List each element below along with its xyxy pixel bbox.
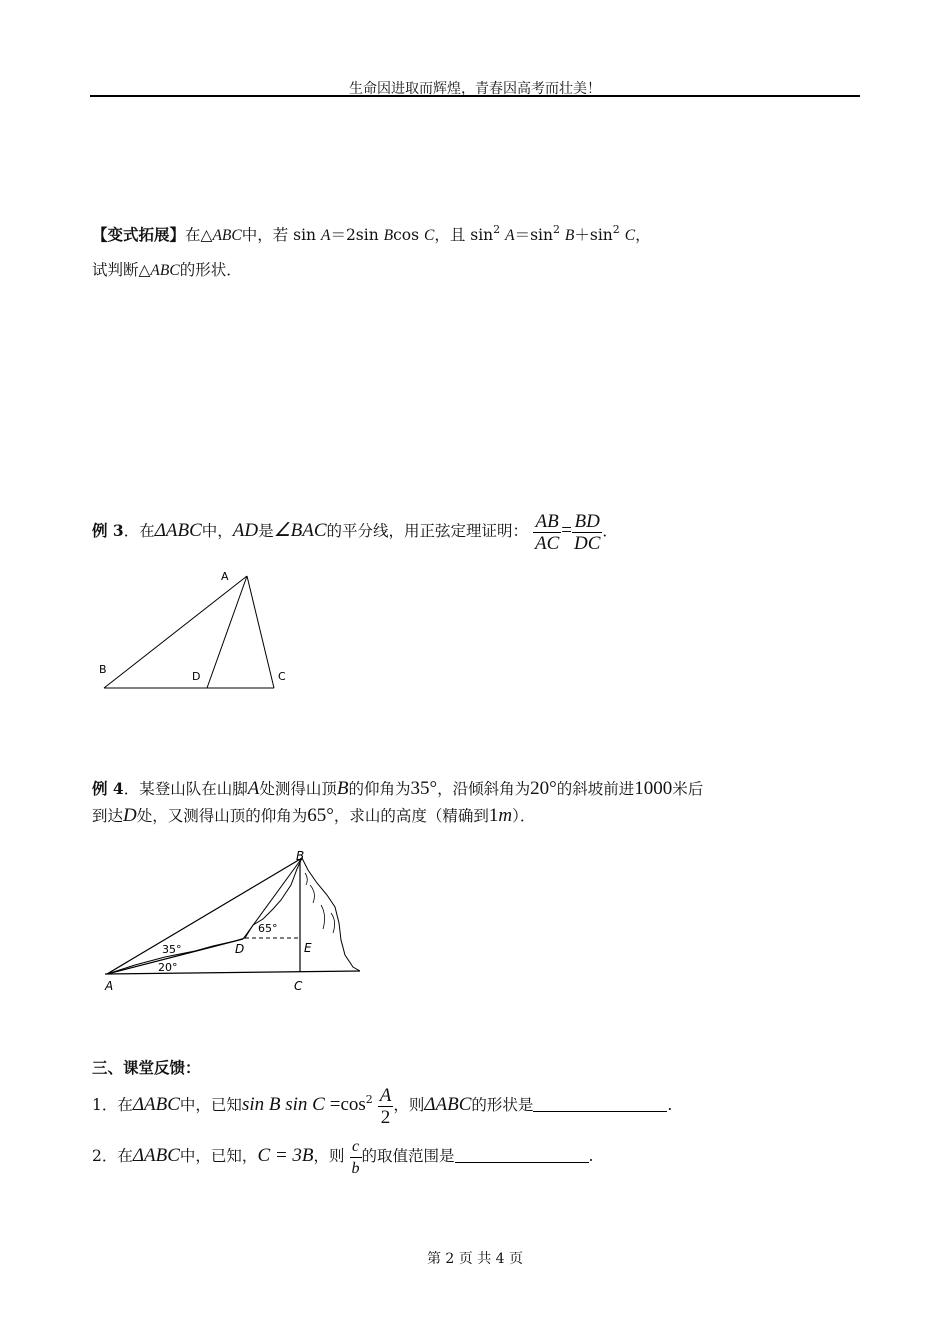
mountain-texture (305, 873, 335, 933)
feedback-question-1: 1．在ΔABC中，已知sin B $\sin C =\cos^2$ $\frac{A}{2}$ ，则ΔABC的形状是 . (92, 1084, 673, 1128)
mountain-outline (107, 858, 360, 974)
fraction-a-over-2: $\frac{A}{2}$ (379, 1084, 392, 1128)
vertex-label-b: B (99, 663, 107, 676)
variant-tag: 【变式拓展】 (92, 225, 186, 244)
point-label-a: A (105, 979, 114, 993)
ground-line (105, 971, 360, 974)
vertex-label-a: A (221, 570, 229, 583)
side-ac (247, 576, 274, 688)
example-3-statement: 例 3．在ΔABC中，AD是∠BAC的平分线，用正弦定理证明： $\frac{AB}{AC}$ = $\frac{BD}{DC}$ ． (92, 510, 618, 554)
example-3-triangle-figure (90, 565, 310, 700)
point-label-c: C (294, 979, 303, 993)
answer-blank-2[interactable] (455, 1162, 589, 1163)
side-ba (104, 576, 247, 688)
angle-label-65: 65° (258, 922, 278, 935)
variant-problem-line-1: 【变式拓展】在△ABC中，若 sin A＝2sin Bcos C，且 $\sin^2 A=\sin^2$ $B+\sin^2$ C， (92, 223, 651, 244)
example-4-label: 例 4 (92, 779, 124, 798)
example-3-label: 例 3 (92, 521, 124, 540)
answer-blank-1[interactable] (533, 1111, 667, 1112)
page-number: 第 2 页 共 4 页 (426, 1251, 524, 1267)
example-4-statement-line-1: 例 4．某登山队在山脚A处测得山顶B的仰角为35°，沿倾斜角为20°的斜坡前进1000米后 (92, 778, 704, 799)
point-label-e: E (304, 941, 312, 955)
point-label-b: B (296, 849, 305, 863)
bisector-ad (207, 576, 247, 688)
fraction-bd-dc: $\frac{BD}{DC}$ (573, 510, 601, 554)
example-4-statement-line-2: 到达D处，又测得山顶的仰角为65°，求山的高度（精确到1m）． (92, 805, 536, 826)
point-label-d: D (235, 942, 245, 956)
example-4-mountain-figure (95, 845, 370, 1000)
angle-label-20: 20° (158, 961, 178, 974)
feedback-question-2: 2．在ΔABC中，已知，C = 3B，则 $\frac{c}{b}$ 的取值范围是 . (92, 1137, 594, 1177)
sight-line-ab (107, 858, 302, 974)
header-divider (90, 95, 860, 97)
variant-problem-line-2: 试判断△ABC的形状． (92, 261, 242, 279)
feedback-heading: 三、课堂反馈： (92, 1058, 201, 1077)
angle-label-35: 35° (162, 943, 182, 956)
page-header-motto: 生命因进取而辉煌，青春因高考而壮美！ (349, 81, 601, 97)
point-label-d: D (192, 670, 201, 683)
fraction-ab-ac: $\frac{AB}{AC}$ (534, 510, 560, 554)
fraction-c-over-b: $\frac{c}{b}$ (351, 1137, 360, 1177)
vertex-label-c: C (278, 670, 286, 683)
